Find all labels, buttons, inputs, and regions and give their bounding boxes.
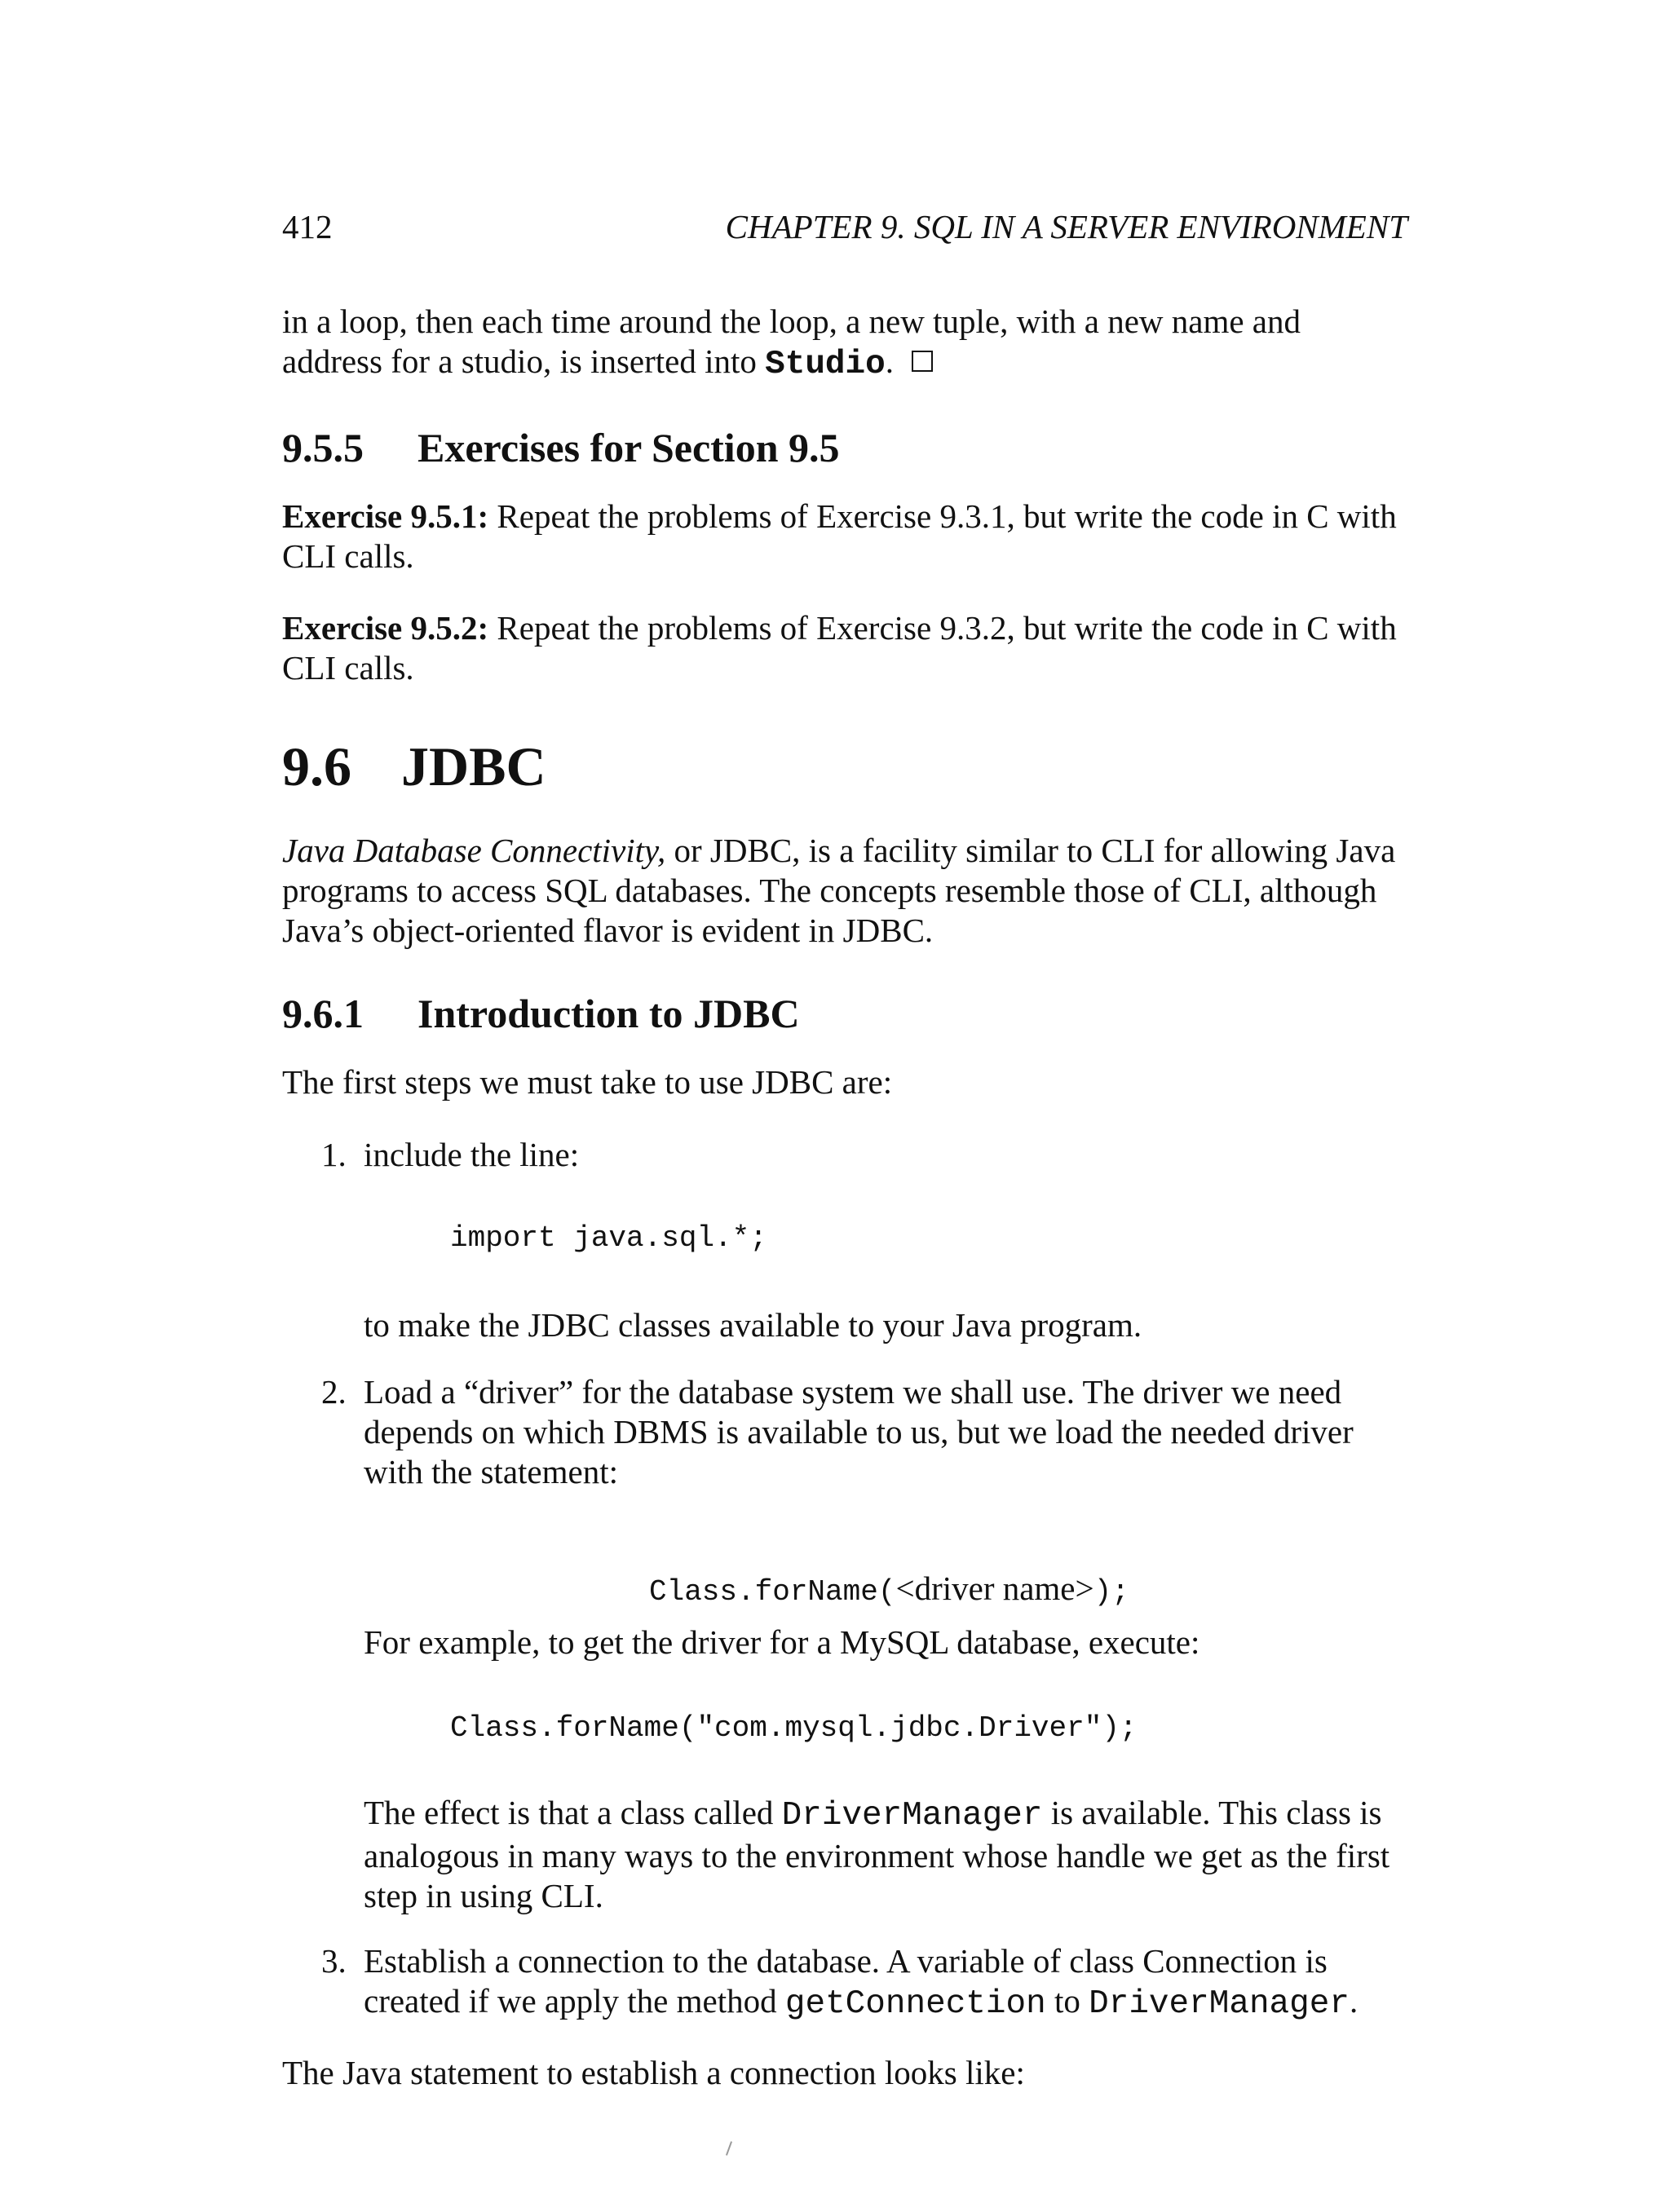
code-forname-mysql: Class.forName("com.mysql.jdbc.Driver"); bbox=[450, 1711, 1138, 1745]
intro-end: . bbox=[885, 342, 894, 380]
list-number-1: 1. bbox=[321, 1136, 347, 1173]
list-item-3-text bbox=[364, 1941, 1407, 2024]
section-heading-9-6 bbox=[282, 735, 546, 799]
intro-text: in a loop, then each time around the loop, a new tuple, with a new name and address for a studio, is inserted into bbox=[282, 302, 1301, 380]
section-heading-9-6-1 bbox=[282, 990, 800, 1037]
list-number-3: 3. bbox=[321, 1942, 347, 1980]
exercise-text: Repeat the problems of Exercise 9.3.2, but write the code in C with CLI calls. bbox=[282, 609, 1397, 687]
exercise-label: Exercise 9.5.1: bbox=[282, 497, 489, 535]
code-import-line: import java.sql.*; bbox=[450, 1221, 767, 1255]
intro-code-studio: Studio bbox=[765, 346, 886, 383]
code-suffix: ); bbox=[1093, 1575, 1129, 1609]
section-title: Exercises for Section 9.5 bbox=[418, 425, 840, 470]
code-forname-generic bbox=[634, 1534, 1129, 1609]
final-line: The Java statement to establish a connection looks like: bbox=[282, 2054, 1025, 2091]
term-jdbc-full-name: Java Database Connectivity, bbox=[282, 832, 666, 869]
exercise-text: Repeat the problems of Exercise 9.3.1, but write the code in C with CLI calls. bbox=[282, 497, 1397, 575]
section-heading-9-5-5 bbox=[282, 424, 840, 471]
effect-code-drivermanager: DriverManager bbox=[781, 1797, 1043, 1835]
jdbc-intro-paragraph bbox=[282, 831, 1407, 951]
section-number: 9.6 bbox=[282, 735, 351, 797]
item3-code-drivermanager: DriverManager bbox=[1089, 1985, 1350, 2023]
code-placeholder: <driver name> bbox=[895, 1570, 1094, 1607]
item3-code-getconnection: getConnection bbox=[784, 1985, 1046, 2023]
list-item-1-after: to make the JDBC classes available to your Java program. bbox=[364, 1306, 1142, 1344]
scan-artifact-mark bbox=[726, 2141, 732, 2156]
list-item-2-example: For example, to get the driver for a MySQL database, execute: bbox=[364, 1623, 1200, 1661]
exercise-label: Exercise 9.5.2: bbox=[282, 609, 489, 647]
exercise-9-5-1 bbox=[282, 497, 1407, 576]
section-number: 9.5.5 bbox=[282, 425, 364, 470]
end-of-example-box-icon bbox=[912, 351, 933, 372]
item3-text-1: Establish a connection to the database. A variable of class Connection is created if we apply the method bbox=[364, 1942, 1328, 2020]
exercise-9-5-2 bbox=[282, 608, 1407, 688]
item3-text-2: to bbox=[1054, 1982, 1080, 2020]
section-title: JDBC bbox=[401, 735, 546, 797]
section-title: Introduction to JDBC bbox=[418, 991, 800, 1036]
list-item-1-text: include the line: bbox=[364, 1136, 580, 1173]
effect-text-1: The effect is that a class called bbox=[364, 1794, 774, 1831]
page-number: 412 bbox=[282, 208, 333, 245]
list-item-2-text: Load a “driver” for the database system we shall use. The driver we need depends on which DBMS is available to us, but we load the needed driver with the statement: bbox=[364, 1373, 1354, 1490]
first-steps-line: The first steps we must take to use JDBC are: bbox=[282, 1063, 893, 1101]
item3-end: . bbox=[1349, 1982, 1359, 2020]
code-prefix: Class.forName( bbox=[649, 1575, 896, 1609]
intro-paragraph bbox=[282, 302, 1407, 385]
effect-text-2: is available. This class is analogous in many ways to the environment whose handle we get as the first step in using CLI. bbox=[364, 1794, 1390, 1914]
list-number-2: 2. bbox=[321, 1373, 347, 1411]
list-item-2-effect bbox=[364, 1793, 1407, 1916]
running-head: CHAPTER 9. SQL IN A SERVER ENVIRONMENT bbox=[725, 208, 1407, 245]
paragraph-text: or JDBC, is a facility similar to CLI for allowing Java programs to access SQL databases. The concepts resemble those of CLI, although Java’s object-oriented flavor is evident in JDBC. bbox=[282, 832, 1396, 949]
section-number: 9.6.1 bbox=[282, 991, 364, 1036]
